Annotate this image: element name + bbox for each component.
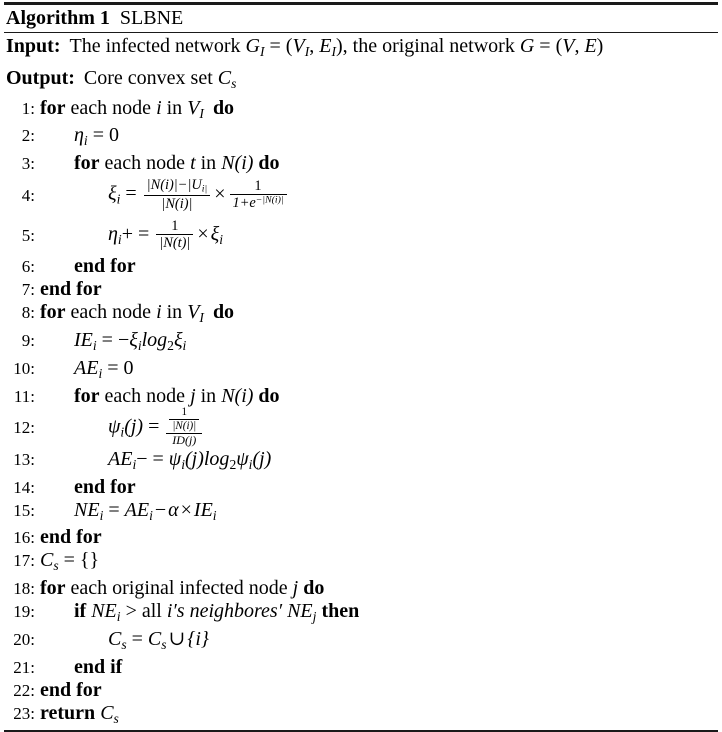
keyword-do: do (212, 96, 235, 119)
step-line (4, 600, 718, 628)
xi-sub: i (182, 337, 187, 353)
loop-variable: i (156, 96, 162, 119)
fraction-denominator: $1+e^{-|N(i)|}$ (232, 194, 284, 211)
step-text-in: in (195, 152, 222, 175)
fraction-numerator: 1 (230, 178, 287, 195)
fraction-numerator (166, 407, 202, 434)
loop-set: V (187, 301, 200, 324)
input-paren-close-2: ) (596, 35, 604, 57)
IE-sub: i (92, 337, 97, 353)
equals: = (102, 356, 124, 379)
step-number: 17: (13, 551, 35, 571)
equals: = (143, 415, 165, 438)
keyword-do: do (212, 301, 235, 324)
prime-mark: ′ (172, 600, 177, 623)
step-body (40, 408, 718, 448)
loop-variable: i (166, 600, 173, 623)
fraction-psi-outer (166, 407, 202, 447)
AE-sub: i (132, 456, 137, 472)
step-line (4, 301, 718, 329)
loop-set: V (187, 96, 200, 119)
keyword-do: do (258, 384, 280, 407)
empty-set: {} (79, 549, 100, 572)
output-line (4, 65, 718, 97)
input-V: V (562, 35, 575, 57)
algorithm-title-keyword: Algorithm 1 (6, 7, 110, 29)
step-body (40, 177, 718, 213)
step-number: 8: (21, 303, 35, 323)
keyword-do: do (303, 577, 325, 600)
input-text-2: , the original network (342, 35, 520, 57)
step-body (40, 301, 718, 329)
C-symbol: C (100, 701, 114, 724)
equals: = (126, 627, 148, 650)
step-number: 1: (21, 98, 35, 118)
times-operator: × (197, 222, 209, 245)
eta-symbol: η (74, 124, 84, 147)
step-line (4, 357, 718, 385)
step-line (4, 476, 718, 499)
greater-than: > (120, 600, 142, 623)
step-number: 19: (13, 602, 35, 622)
step-body (40, 702, 718, 730)
step-line (4, 408, 718, 448)
exponent: −|N(i)| (255, 194, 284, 206)
algorithm-title (4, 5, 718, 32)
C-sub: s (113, 710, 119, 726)
C-symbol: C (40, 549, 54, 572)
negation: − (117, 328, 130, 351)
times-operator: × (214, 182, 226, 205)
step-number: 12: (13, 418, 35, 438)
fraction-degree-ratio (144, 177, 211, 213)
steps-list (4, 97, 718, 730)
loop-set-sub: I (199, 105, 204, 121)
step-line (4, 702, 718, 730)
step-line (4, 656, 718, 679)
C-sub: s (53, 558, 59, 574)
step-line (4, 385, 718, 408)
step-number: 10: (13, 358, 35, 378)
xi-symbol: ξ (173, 328, 183, 351)
output-C-sub: s (231, 75, 237, 91)
step-number: 20: (13, 629, 35, 649)
eta-sub: i (83, 133, 88, 149)
keyword-for: for (40, 577, 66, 600)
step-body (40, 656, 718, 679)
step-number: 15: (13, 500, 35, 520)
value: 0 (123, 356, 134, 379)
step-body (40, 329, 718, 357)
input-line (4, 33, 718, 65)
fraction-numerator: 1 (169, 406, 199, 419)
step-body (40, 549, 718, 577)
step-body (40, 278, 718, 301)
equals: = (147, 447, 169, 470)
loop-variable: t (190, 152, 196, 175)
fraction-numerator: $|N(i)|-|U_{i|}$ (144, 177, 211, 197)
input-comma-2: , (574, 35, 585, 57)
equals: = (120, 182, 142, 205)
keyword-for: for (74, 384, 100, 407)
IE-sub: i (212, 507, 217, 523)
equals: = (58, 549, 80, 572)
keyword-end-for: end for (40, 678, 102, 701)
step-number: 11: (13, 386, 35, 406)
step-number: 3: (21, 154, 35, 174)
step-number: 9: (21, 330, 35, 350)
step-number: 14: (13, 477, 35, 497)
step-body (40, 357, 718, 385)
C-sub: s (121, 636, 127, 652)
value: 0 (108, 124, 119, 147)
step-body (40, 679, 718, 702)
psi-sub: i (181, 456, 185, 472)
possessive-s: s (176, 600, 190, 623)
keyword-for: for (74, 152, 100, 175)
NE-symbol: NE (287, 600, 313, 623)
step-line (4, 679, 718, 702)
xi-sub: i (116, 191, 121, 207)
step-body (40, 476, 718, 499)
equals: = (96, 328, 118, 351)
equals: = (87, 124, 109, 147)
step-text-in: in (161, 96, 188, 119)
AE-sub: i (149, 507, 153, 523)
log-base: 2 (167, 337, 174, 353)
step-number: 13: (13, 449, 35, 469)
eta-symbol: η (108, 222, 118, 245)
fraction-numerator: 1 (156, 218, 193, 235)
step-body (40, 385, 718, 408)
union-operator: ∪ (168, 627, 186, 650)
eta-sub: i (117, 231, 122, 247)
step-text-in: in (195, 384, 222, 407)
input-G-I: G (245, 35, 260, 57)
step-number: 21: (13, 657, 35, 677)
psi-sub: i (120, 424, 125, 440)
loop-variable: j (190, 384, 196, 407)
input-comma: , (309, 35, 320, 57)
neighborhood-arg: (i) (234, 384, 254, 407)
input-E-I: E (319, 35, 332, 57)
step-text: each node (104, 152, 191, 175)
AE-symbol: AE (74, 356, 99, 379)
keyword-end-for: end for (40, 526, 102, 549)
keyword-return: return (40, 701, 96, 724)
minus-operator: − (136, 447, 148, 470)
step-line (4, 549, 718, 577)
input-label: Input: (6, 35, 61, 57)
psi-sub: i (248, 456, 253, 472)
AE-sub: i (98, 365, 103, 381)
step-body (40, 124, 718, 152)
input-eq2: = (534, 35, 556, 57)
keyword-end-for: end for (74, 255, 136, 278)
subscript: i| (201, 183, 208, 195)
xi-sub: i (137, 337, 142, 353)
psi-symbol: ψ (168, 447, 182, 470)
step-number: 5: (21, 225, 35, 245)
step-text: each original infected node (70, 577, 293, 600)
step-body (40, 577, 718, 600)
rule-bottom (4, 730, 718, 732)
fraction-inverse-degree (156, 218, 193, 251)
step-line (4, 124, 718, 152)
neighborhood-arg: (i) (234, 152, 254, 175)
step-line (4, 175, 718, 215)
step-line (4, 526, 718, 549)
alpha-symbol: α (168, 498, 179, 521)
keyword-for: for (40, 96, 66, 119)
neighbores-word: neighbores (189, 600, 278, 623)
minus-operator: − (154, 498, 167, 521)
step-line (4, 278, 718, 301)
input-E: E (584, 35, 597, 57)
step-line (4, 152, 718, 175)
input-G: G (519, 35, 535, 57)
neighborhood-fn: N (221, 152, 235, 175)
neighborhood-fn: N (221, 384, 235, 407)
NE-sub: i (99, 507, 104, 523)
NE-sub: i (116, 608, 121, 624)
log-function: log (203, 447, 230, 470)
step-number: 4: (21, 185, 35, 205)
step-line (4, 628, 718, 656)
xi-symbol: ξ (210, 222, 220, 245)
equals: = (132, 222, 155, 245)
step-number: 23: (13, 703, 35, 723)
keyword-for: for (40, 301, 66, 324)
step-line (4, 255, 718, 278)
input-V-I: V (292, 35, 305, 57)
step-body (40, 600, 718, 628)
fraction-psi-inner (169, 406, 199, 432)
step-body (40, 499, 718, 527)
input-paren-open-2: ( (555, 35, 563, 57)
step-line (4, 448, 718, 476)
step-body (40, 628, 718, 656)
keyword-end-if: end if (74, 655, 123, 678)
step-number: 6: (21, 257, 35, 277)
input-text-1: The infected network (69, 35, 246, 57)
output-label: Output: (6, 66, 75, 89)
psi-symbol: ψ (108, 415, 121, 438)
step-line (4, 329, 718, 357)
C-symbol: C (108, 627, 122, 650)
step-body (40, 219, 718, 252)
C-sub: s (161, 636, 167, 652)
loop-variable: j (292, 577, 299, 600)
keyword-if: if (74, 600, 87, 623)
step-number: 2: (21, 126, 35, 146)
step-line (4, 577, 718, 600)
input-G-I-sub: I (259, 43, 265, 59)
step-number: 18: (13, 579, 35, 599)
plus-operator: + (121, 222, 133, 245)
times-operator: × (180, 498, 192, 521)
input-E-I-sub: I (331, 43, 336, 59)
input-V-I-sub: I (304, 43, 310, 59)
equals: = (103, 498, 125, 521)
step-text: each node (70, 301, 157, 324)
fraction-denominator: ID(j) (172, 432, 197, 447)
step-line (4, 499, 718, 527)
output-C: C (217, 66, 232, 89)
keyword-do: do (258, 152, 280, 175)
psi-arg: (j) (124, 415, 144, 438)
xi-symbol: ξ (129, 328, 138, 351)
keyword-end-for: end for (74, 475, 136, 498)
step-number: 22: (13, 680, 35, 700)
fraction-denominator: |N(i)| (172, 419, 197, 432)
step-body (40, 526, 718, 549)
step-text: each node (104, 384, 191, 407)
singleton-set: {i} (187, 627, 209, 650)
NE-sub: j (312, 608, 317, 624)
NE-symbol: NE (91, 600, 117, 623)
step-text: all (141, 600, 167, 623)
input-paren-close: ) (335, 35, 343, 57)
IE-symbol: IE (74, 328, 93, 351)
step-text: each node (70, 96, 157, 119)
loop-variable: i (156, 301, 162, 324)
prime-mark: ′ (277, 600, 283, 623)
AE-symbol: AE (124, 498, 150, 521)
step-body (40, 97, 718, 125)
keyword-end-for: end for (40, 278, 102, 301)
step-number: 7: (21, 280, 35, 300)
step-text-in: in (161, 301, 188, 324)
step-body (40, 152, 718, 175)
fraction-denominator: |N(t)| (159, 234, 191, 251)
C-symbol: C (147, 627, 162, 650)
loop-set-sub: I (199, 309, 204, 325)
AE-symbol: AE (108, 447, 133, 470)
NE-symbol: NE (74, 498, 100, 521)
xi-sub: i (219, 231, 223, 247)
step-number: 16: (13, 528, 35, 548)
psi-arg: (j) (184, 447, 204, 470)
xi-symbol: ξ (108, 182, 117, 205)
fraction-sigmoid (230, 178, 287, 211)
IE-symbol: IE (193, 498, 213, 521)
keyword-then: then (321, 600, 360, 623)
psi-symbol: ψ (236, 447, 249, 470)
log-function: log (141, 328, 168, 351)
output-text: Core convex set (83, 66, 218, 89)
step-body (40, 448, 718, 476)
input-paren-open: ( (285, 35, 293, 57)
input-eq: = (264, 35, 286, 57)
fraction-denominator: |N(i)| (161, 196, 193, 213)
step-line (4, 215, 718, 255)
step-line (4, 97, 718, 125)
algorithm-title-name: SLBNE (119, 7, 184, 29)
psi-arg: (j) (252, 447, 272, 470)
step-body (40, 255, 718, 278)
log-base: 2 (229, 456, 237, 472)
algorithm-block (0, 2, 722, 726)
